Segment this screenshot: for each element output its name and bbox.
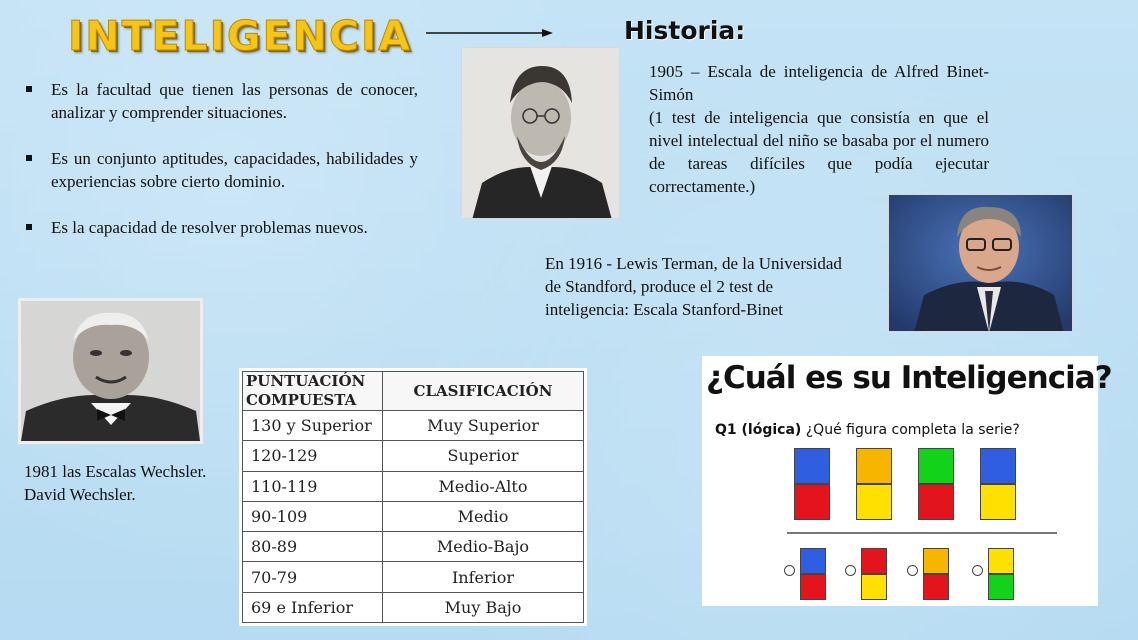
quiz-question-label: Q1 (lógica) [715, 422, 802, 438]
historia-heading: Historia: [624, 16, 746, 45]
series-figure-bottom [980, 484, 1016, 520]
score-cell: 69 e Inferior [243, 592, 383, 622]
option-figure-top [800, 548, 826, 574]
table-row [243, 471, 584, 501]
series-figure-bottom [856, 484, 892, 520]
definition-item: Es un conjunto aptitudes, capacidades, habilidades y experiencias sobre cierto dominio. [24, 147, 418, 193]
table-row [243, 532, 584, 562]
answer-option-2[interactable] [845, 548, 891, 600]
classification-cell: Inferior [383, 562, 584, 592]
series-figure-1 [794, 448, 830, 520]
column-header-classification: CLASIFICACIÓN [383, 372, 584, 411]
column-header-score: PUNTUACIÓN COMPUESTA [243, 372, 383, 411]
series-figure-top [980, 448, 1016, 484]
wechsler-line2: David Wechsler. [24, 485, 136, 504]
option-figure-bottom [923, 574, 949, 600]
quiz-divider [787, 532, 1057, 534]
definition-item: Es la facultad que tienen las personas de conocer, analizar y comprender situaciones. [24, 78, 418, 124]
definition-item: Es la capacidad de resolver problemas nuevos. [24, 216, 418, 239]
series-figure-top [856, 448, 892, 484]
iq-classification-table [239, 368, 587, 626]
series-figure-bottom [918, 484, 954, 520]
classification-cell: Muy Superior [383, 411, 584, 441]
classification-cell: Superior [383, 441, 584, 471]
option-figure-bottom [861, 574, 887, 600]
option-figure-bottom [988, 574, 1014, 600]
score-cell: 90-109 [243, 501, 383, 531]
score-cell: 110-119 [243, 471, 383, 501]
classification-cell: Muy Bajo [383, 592, 584, 622]
definition-list [24, 78, 418, 262]
quiz-title: ¿Cuál es su Inteligencia? [706, 360, 1112, 396]
series-figure-top [794, 448, 830, 484]
series-figure-bottom [794, 484, 830, 520]
series-figure-top [918, 448, 954, 484]
series-figure-4 [980, 448, 1016, 520]
option-figure-top [861, 548, 887, 574]
option-figure-top [923, 548, 949, 574]
option-figure-top [988, 548, 1014, 574]
series-figure-2 [856, 448, 892, 520]
table-row [243, 441, 584, 471]
binet-detail: (1 test de inteligencia que consistía en que el nivel intelectual del niño se basaba por el numero de tareas difíciles que podía ejecutar correctamente.) [649, 108, 989, 196]
radio-button[interactable] [907, 565, 918, 576]
radio-button[interactable] [784, 565, 795, 576]
terman-description: En 1916 - Lewis Terman, de la Universidad de Standford, produce el 2 test de inteligencia: Escala Stanford-Binet [545, 254, 842, 319]
score-cell: 70-79 [243, 562, 383, 592]
intelligence-quiz-image [702, 356, 1112, 606]
score-cell: 130 y Superior [243, 411, 383, 441]
arrow-right-icon [426, 26, 554, 40]
classification-cell: Medio-Bajo [383, 532, 584, 562]
radio-button[interactable] [845, 565, 856, 576]
slide-title: INTELIGENCIA [68, 12, 412, 60]
wechsler-description [24, 460, 244, 506]
answer-option-4[interactable] [972, 548, 1018, 600]
quiz-question-text: ¿Qué figura completa la serie? [801, 422, 1020, 438]
classification-cell: Medio-Alto [383, 471, 584, 501]
wechsler-portrait [18, 298, 203, 444]
table-row [243, 592, 584, 622]
score-cell: 120-129 [243, 441, 383, 471]
table-row [243, 562, 584, 592]
table-row [243, 411, 584, 441]
option-figure-bottom [800, 574, 826, 600]
table-header-row [243, 372, 584, 411]
table-row [243, 501, 584, 531]
wechsler-line1: 1981 las Escalas Wechsler. [24, 462, 207, 481]
radio-button[interactable] [972, 565, 983, 576]
series-figure-3 [918, 448, 954, 520]
answer-option-1[interactable] [784, 548, 830, 600]
quiz-question [715, 422, 1020, 438]
binet-description [649, 60, 989, 198]
score-cell: 80-89 [243, 532, 383, 562]
binet-year-line: 1905 – Escala de inteligencia de Alfred Binet- Simón [649, 62, 989, 104]
binet-portrait [461, 47, 620, 219]
classification-cell: Medio [383, 501, 584, 531]
answer-option-3[interactable] [907, 548, 953, 600]
terman-portrait [888, 194, 1073, 332]
